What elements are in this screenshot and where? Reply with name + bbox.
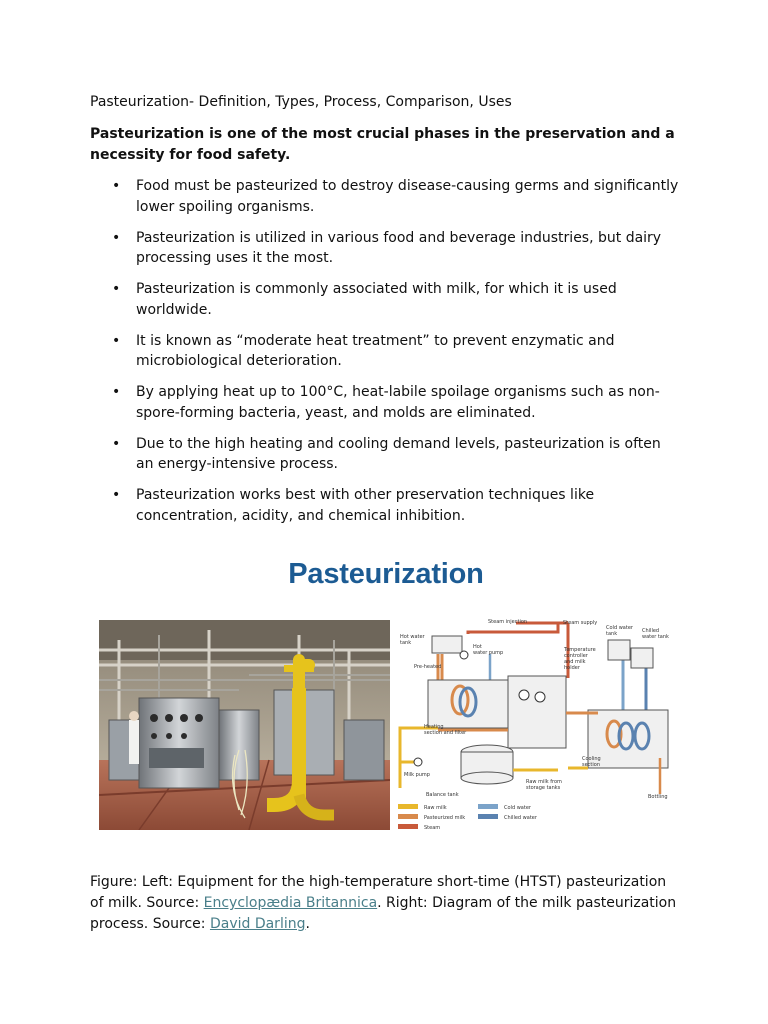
label-temp-controller-3: and milk <box>564 659 586 665</box>
pasteurization-process-diagram <box>398 618 674 832</box>
label-raw-milk-from: Raw milk from <box>526 779 562 785</box>
label-cooling-section-2: section <box>582 762 601 768</box>
process-flow-illustration <box>398 618 674 832</box>
bullet-dot: • <box>112 435 121 452</box>
label-temp-controller-4: holder <box>564 665 580 671</box>
label-cooling-section: Cooling <box>582 756 601 762</box>
legend-cold-water: Cold water <box>504 805 531 811</box>
label-hot-water-tank-2: tank <box>400 640 412 646</box>
britannica-link[interactable]: Encyclopædia Britannica <box>203 895 378 911</box>
label-chilled-water-tank-2: water tank <box>642 634 669 640</box>
label-heating-section-2: section and filter <box>424 730 467 736</box>
bullet-dot: • <box>112 487 121 503</box>
label-hot-water-tank: Hot water <box>400 634 425 640</box>
list-item: • Due to the high heating and cooling demand levels, pasteurization is often an energy-intensive process. <box>112 435 661 472</box>
label-chilled-water-tank: Chilled <box>642 628 660 634</box>
label-hot-water-pump-2: water pump <box>473 650 504 656</box>
label-cold-water-tank: Cold water <box>606 625 633 631</box>
label-milk-pump: Milk pump <box>404 772 430 778</box>
david-darling-link[interactable]: David Darling <box>209 916 306 932</box>
document-title: Pasteurization- Definition, Types, Process, Comparison, Uses <box>90 94 512 110</box>
list-item: • Pasteurization works best with other preservation techniques like concentration, acidity, and chemical inhibition. <box>112 487 595 524</box>
label-temp-controller-1: Temperature <box>564 647 596 653</box>
bullet-dot: • <box>112 332 121 349</box>
label-steam-injection: Steam injection <box>488 619 528 625</box>
label-hot-water-pump: Hot <box>473 644 482 650</box>
list-item: • Pasteurization is utilized in various food and beverage industries, but dairy processing uses it the most. <box>112 229 662 266</box>
list-item: • By applying heat up to 100°C, heat-labile spoilage organisms such as non-spore-forming bacteria, yeast, and molds are eliminated. <box>112 384 660 421</box>
legend-chilled-water: Chilled water <box>504 815 537 821</box>
label-preheated: Pre-heated <box>414 664 442 670</box>
list-item: • Food must be pasteurized to destroy disease-causing germs and significantly lower spoiling organisms. <box>112 178 679 215</box>
label-bottling: Bottling <box>648 794 668 800</box>
legend-pasteurized-milk: Pasteurized milk <box>424 815 466 821</box>
legend-raw-milk: Raw milk <box>424 805 447 811</box>
figure-title: Pasteurization <box>288 558 484 590</box>
list-item: • It is known as “moderate heat treatment” to prevent enzymatic and microbiological deterioration. <box>112 332 615 369</box>
pasteurization-figure <box>96 552 676 832</box>
legend-steam: Steam <box>424 825 441 831</box>
list-item: • Pasteurization is commonly associated with milk, for which it is used worldwide. <box>112 281 617 318</box>
bullet-dot: • <box>112 281 121 297</box>
label-balance-tank: Balance tank <box>426 792 459 798</box>
bullet-dot: • <box>112 384 121 400</box>
label-heating-section: Heating <box>424 724 444 730</box>
document-body <box>90 92 680 537</box>
bullet-dot: • <box>112 229 121 246</box>
label-cold-water-tank-2: tank <box>606 631 618 637</box>
lead-paragraph: Pasteurization is one of the most crucial phases in the preservation and a necessity for food safety. <box>90 126 675 163</box>
htst-equipment-illustration <box>99 620 390 830</box>
label-steam-supply: Steam supply <box>563 620 598 626</box>
bullet-list <box>90 176 680 526</box>
figure-caption: Figure: Left: Equipment for the high-temperature short-time (HTST) pasteurization of milk. Source: Encyclopædia Britannica. Right: Diagram of the milk pasteurization process. Source: David Darling. <box>90 874 677 932</box>
label-temp-controller-2: controller <box>564 653 588 659</box>
htst-equipment-photo <box>99 620 390 830</box>
label-raw-milk-from-2: storage tanks <box>526 785 561 791</box>
bullet-dot: • <box>112 178 121 194</box>
